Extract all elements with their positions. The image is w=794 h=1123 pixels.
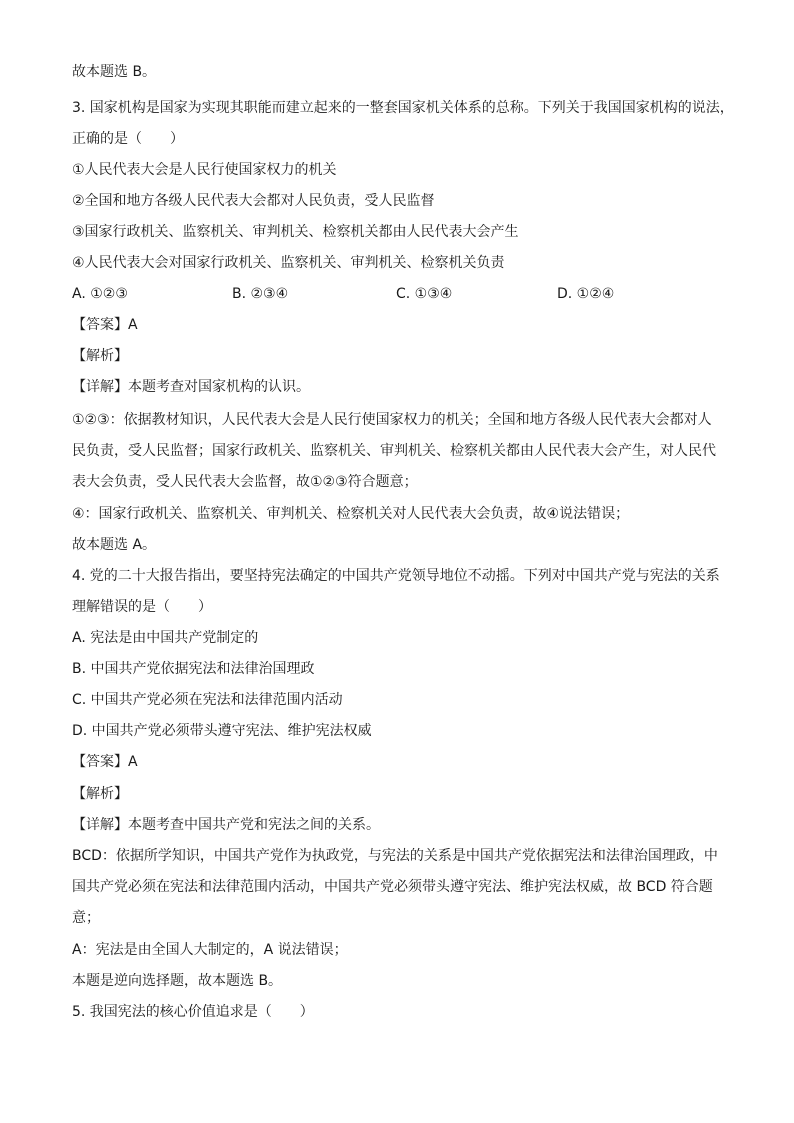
q5-stem: 5. 我国宪法的核心价值追求是（ ） [72, 1004, 314, 1020]
q3-option-d: D. ①②④ [557, 286, 615, 302]
q3-explanation-1: ①②③：依据教材知识，人民代表大会是人民行使国家权力的机关；全国和地方各级人民代表大会都对人 [72, 412, 712, 428]
q3-detail: 【详解】本题考查对国家机构的认识。 [72, 379, 310, 395]
q3-option-b: B. ②③④ [232, 286, 289, 302]
q4-answer: 【答案】A [72, 754, 138, 770]
q3-option-c: C. ①③④ [396, 286, 453, 302]
q4-explanation-2: 国共产党必须在宪法和法律范围内活动，中国共产党必须带头遵守宪法、维护宪法权威，故 BCD 符合题 [72, 879, 713, 895]
q3-answer: 【答案】A [72, 317, 138, 333]
q4-explanation-1: BCD：依据所学知识，中国共产党作为执政党，与宪法的关系是中国共产党依据宪法和法律治国理政，中 [72, 848, 718, 864]
q3-statement-2: ②全国和地方各级人民代表大会都对人民负责，受人民监督 [72, 193, 435, 209]
q3-explanation-2: 民负责，受人民监督；国家行政机关、监察机关、审判机关、检察机关都由人民代表大会产生，对人民代 [72, 443, 716, 459]
q4-explanation-4: A：宪法是由全国人大制定的，A 说法错误； [72, 942, 348, 958]
q4-option-c: C. 中国共产党必须在宪法和法律范围内活动 [72, 692, 343, 708]
q4-detail: 【详解】本题考查中国共产党和宪法之间的关系。 [72, 817, 380, 833]
q3-stem-line2: 正确的是（ ） [72, 131, 184, 147]
q3-statement-1: ①人民代表大会是人民行使国家权力的机关 [72, 162, 337, 178]
q4-explanation-3: 意； [72, 910, 100, 926]
q4-option-a: A. 宪法是由中国共产党制定的 [72, 630, 259, 646]
q3-option-a: A. ①②③ [72, 286, 128, 302]
q4-stem-line1: 4. 党的二十大报告指出，要坚持宪法确定的中国共产党领导地位不动摇。下列对中国共产党与宪法的关系 [72, 568, 720, 584]
q4-conclusion: 本题是逆向选择题，故本题选 B。 [72, 973, 283, 989]
q3-statement-3: ③国家行政机关、监察机关、审判机关、检察机关都由人民代表大会产生 [72, 224, 519, 240]
q3-statement-4: ④人民代表大会对国家行政机关、监察机关、审判机关、检察机关负责 [72, 255, 505, 271]
q3-stem-line1: 3. 国家机构是国家为实现其职能而建立起来的一整套国家机关体系的总称。下列关于我国国家机构的说法， [72, 100, 734, 116]
q3-explanation-3: 表大会负责，受人民代表大会监督，故①②③符合题意； [72, 474, 418, 490]
q3-analysis-title: 【解析】 [72, 348, 128, 364]
q3-conclusion: 故本题选 A。 [72, 537, 157, 553]
q4-analysis-title: 【解析】 [72, 786, 128, 802]
q4-option-d: D. 中国共产党必须带头遵守宪法、维护宪法权威 [72, 723, 372, 739]
q3-explanation-4: ④：国家行政机关、监察机关、审判机关、检察机关对人民代表大会负责，故④说法错误； [72, 506, 630, 522]
q4-stem-line2: 理解错误的是（ ） [72, 599, 212, 615]
q2-conclusion: 故本题选 B。 [72, 64, 157, 80]
q4-option-b: B. 中国共产党依据宪法和法律治国理政 [72, 661, 315, 677]
